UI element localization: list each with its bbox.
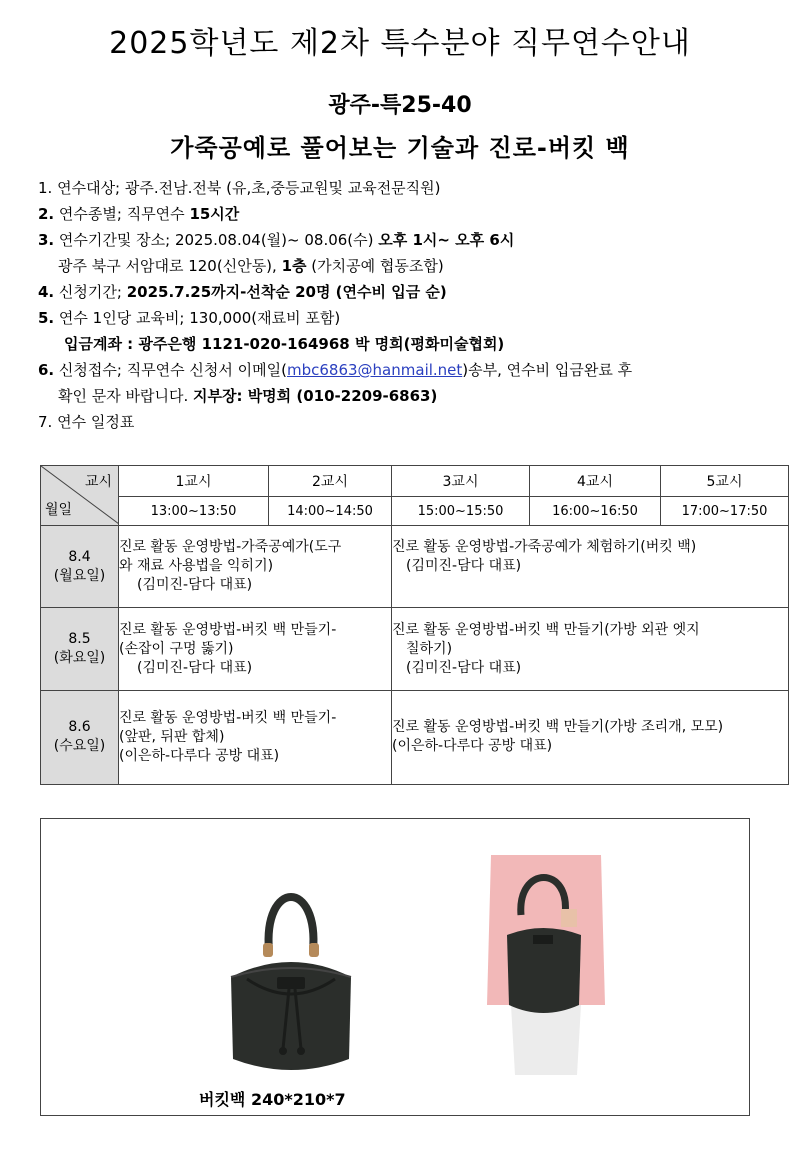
day-cell: 8.5 (화요일) [41,608,119,690]
day-cell: 8.6 (수요일) [41,690,119,784]
session-cell: 진로 활동 운영방법-버킷 백 만들기(가방 외관 엣지 칠하기) (김미진-담다 대표) [392,608,789,690]
info-list [38,175,778,435]
document-title: 2025학년도 제2차 특수분야 직무연수안내 [109,26,691,61]
session-cell: 진로 활동 운영방법-버킷 백 만들기- (손잡이 구멍 뚫기) (김미진-담다 대표) [119,608,392,690]
info-item-period: 3. 연수기간및 장소; 2025.08.04(월)~ 08.06(수) 오후 1시~ 오후 6시 [38,231,515,249]
table-corner: 교시 월일 [41,466,119,526]
course-title: 가죽공예로 풀어보는 기술과 진로-버킷 백 [170,134,630,162]
period-header: 2교시 [269,466,392,497]
info-item-place: 광주 북구 서암대로 120(신안동), 1층 (가치공예 협동조합) [58,257,444,275]
period-header: 3교시 [392,466,530,497]
photo-frame [40,818,750,1116]
period-header: 1교시 [119,466,269,497]
info-item-account: 입금계좌 : 광주은행 1121-020-164968 박 명희(평화미술협회) [64,335,505,353]
photo-caption: 버킷백 240*210*7 [199,1090,346,1109]
session-cell: 진로 활동 운영방법-버킷 백 만들기- (앞판, 뒤판 합체) (이은하-다루다 공방 대표) [119,690,392,784]
period-header: 4교시 [530,466,661,497]
model-photo-image [481,855,611,1075]
time-header: 13:00~13:50 [119,497,269,526]
day-cell: 8.4 (월요일) [41,526,119,608]
info-item-apply-period: 4. 신청기간; 2025.7.25까지-선착순 20명 (연수비 입금 순) [38,283,447,301]
info-item-fee: 5. 연수 1인당 교육비; 130,000(재료비 포함) [38,309,341,327]
time-header: 14:00~14:50 [269,497,392,526]
session-cell: 진로 활동 운영방법-버킷 백 만들기(가방 조리개, 모모) (이은하-다루다 공방 대표) [392,690,789,784]
table-row [41,608,789,690]
time-header: 17:00~17:50 [661,497,789,526]
info-item-target: 1. 연수대상; 광주.전남.전북 (유,초,중등교원및 교육전문직원) [38,179,441,197]
table-row [41,690,789,784]
email-link[interactable]: mbc6863@hanmail.net [287,361,463,379]
period-header: 5교시 [661,466,789,497]
course-code: 광주-특25-40 [328,93,472,118]
table-row [41,526,789,608]
info-item-contact: 확인 문자 바랍니다. 지부장: 박명희 (010-2209-6863) [58,387,438,405]
info-item-type: 2. 연수종별; 직무연수 15시간 [38,205,240,223]
info-item-schedule: 7. 연수 일정표 [38,413,135,431]
schedule-table [40,465,789,785]
session-cell: 진로 활동 운영방법-가죽공예가(도구 와 재료 사용법을 익히기) (김미진-담다 대표) [119,526,392,608]
time-header: 15:00~15:50 [392,497,530,526]
bucket-bag-image [211,859,371,1089]
info-item-submit: 6. 신청접수; 직무연수 신청서 이메일(mbc6863@hanmail.net)송부, 연수비 입금완료 후 [38,361,633,379]
session-cell: 진로 활동 운영방법-가죽공예가 체험하기(버킷 백) (김미진-담다 대표) [392,526,789,608]
time-header: 16:00~16:50 [530,497,661,526]
